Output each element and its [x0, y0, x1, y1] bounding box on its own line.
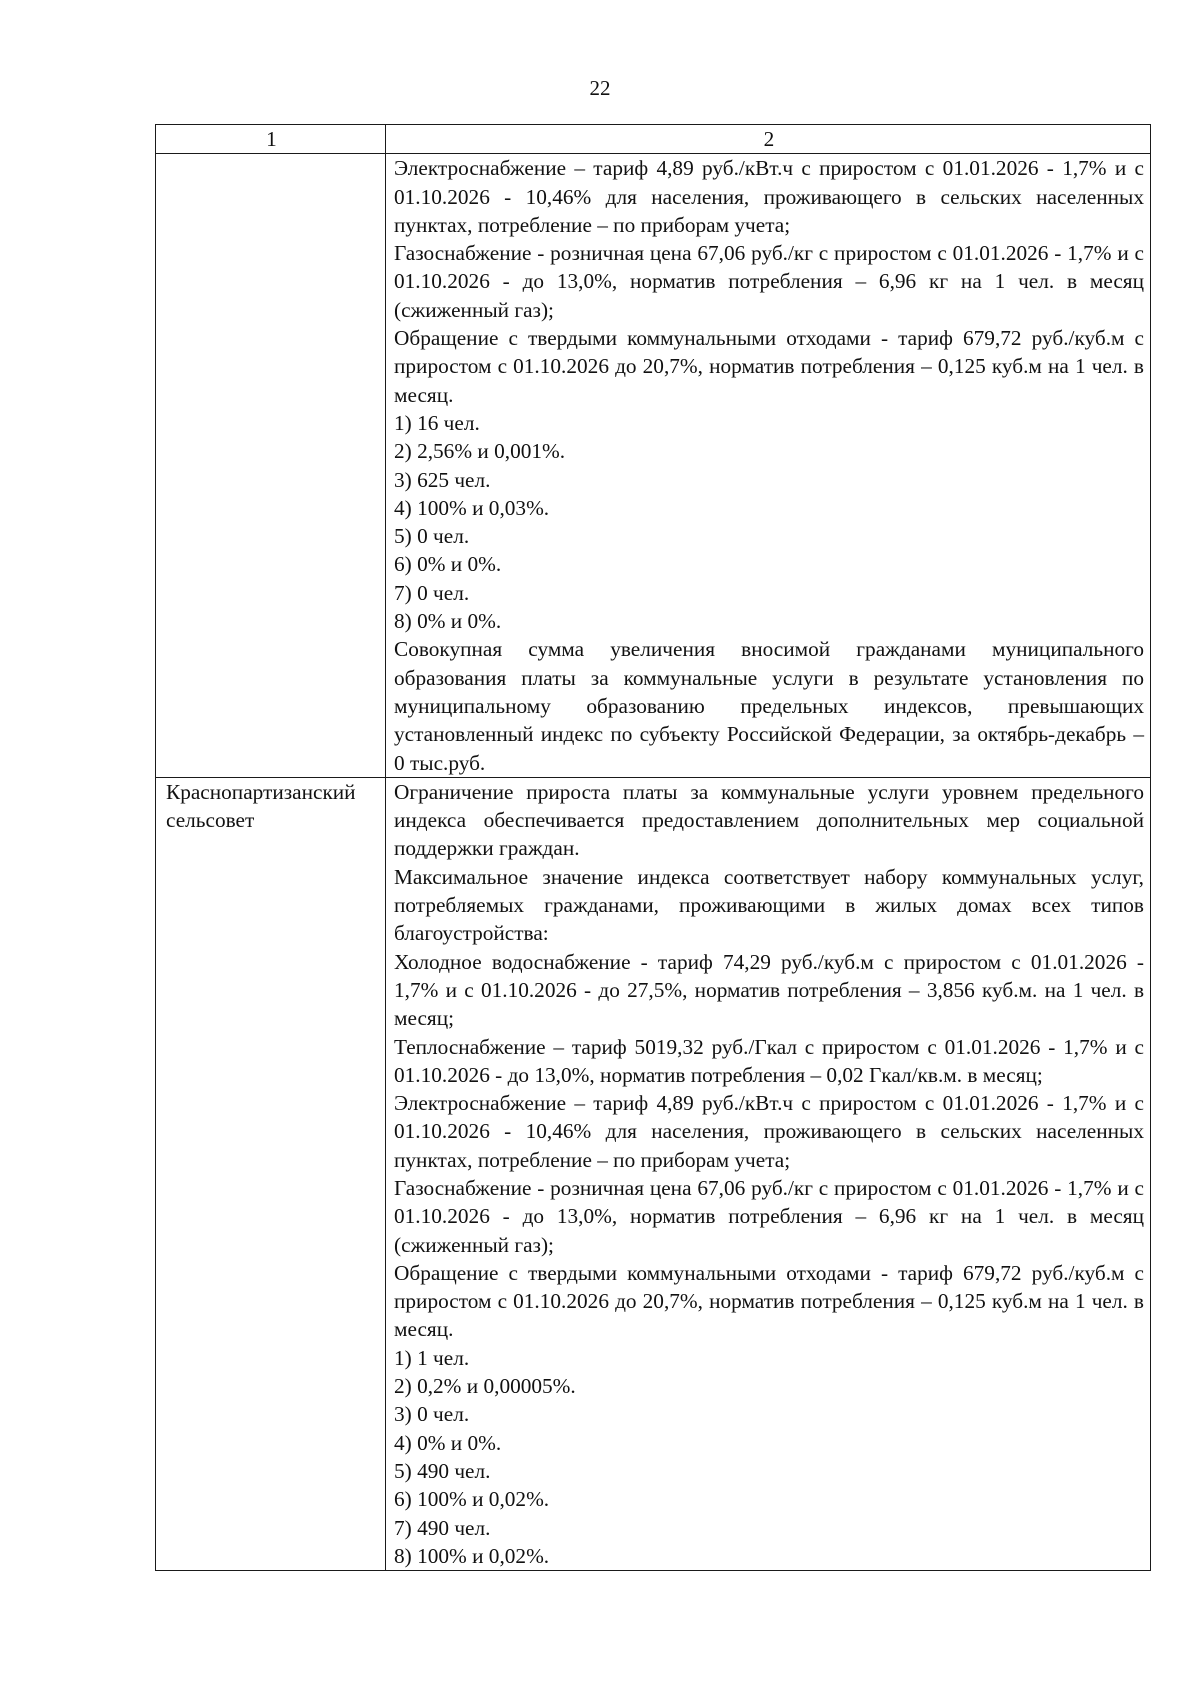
- text-paragraph: Обращение с твердыми коммунальными отходами - тариф 679,72 руб./куб.м с приростом с 01.10.2026 до 20,7%, норматив потребления – 0,125 куб.м на 1 чел. в месяц.: [394, 326, 1144, 407]
- region-cell: [156, 154, 386, 778]
- region-name: Краснопартизанский сельсовет: [166, 779, 356, 833]
- column-header-1: 1: [156, 125, 386, 154]
- list-item: 1) 16 чел.: [394, 410, 480, 435]
- text-paragraph: Газоснабжение - розничная цена 67,06 руб./кг с приростом с 01.01.2026 - 1,7% и с 01.10.2026 - до 13,0%, норматив потребления – 6,96 кг на 1 чел. в месяц (сжиженный газ);: [394, 1175, 1144, 1257]
- list-item: 6) 100% и 0,02%.: [394, 1487, 550, 1512]
- list-item: 1) 1 чел.: [394, 1345, 470, 1370]
- text-paragraph: Газоснабжение - розничная цена 67,06 руб./кг с приростом с 01.01.2026 - 1,7% и с 01.10.2026 - до 13,0%, норматив потребления – 6,96 кг на 1 чел. в месяц (сжиженный газ);: [394, 241, 1144, 322]
- list-item: 4) 0% и 0%.: [394, 1430, 502, 1455]
- list-item: 3) 625 чел.: [394, 467, 491, 492]
- text-paragraph: Максимальное значение индекса соответствует набору коммунальных услуг, потребляемых гражданами, проживающими в жилых домах всех типов благоустройства:: [394, 864, 1144, 946]
- text-paragraph: Ограничение прироста платы за коммунальные услуги уровнем предельного индекса обеспечивается предоставлением дополнительных мер социальной поддержки граждан.: [394, 779, 1144, 861]
- list-item: 4) 100% и 0,03%.: [394, 495, 550, 520]
- table-row: [156, 154, 1151, 778]
- data-table: [155, 124, 1151, 1571]
- description-cell: [386, 154, 1151, 778]
- list-item: 7) 0 чел.: [394, 580, 470, 605]
- region-cell: [156, 777, 386, 1570]
- text-paragraph: Электроснабжение – тариф 4,89 руб./кВт.ч с приростом с 01.01.2026 - 1,7% и с 01.10.2026 - 10,46% для населения, проживающего в сельских населенных пунктах, потребление – по приборам учета;: [394, 1091, 1144, 1172]
- list-item: 2) 2,56% и 0,001%.: [394, 439, 566, 464]
- column-header-2: 2: [386, 125, 1151, 154]
- table-body: [156, 154, 1151, 1571]
- text-paragraph: Совокупная сумма увеличения вносимой гражданами муниципального образования платы за коммунальные услуги в результате установления по муниципальному образованию предельных индексов, превышающих установленный индекс по субъекту Российской Федерации, за октябрь-декабрь – 0 тыс.руб.: [394, 637, 1144, 775]
- list-item: 3) 0 чел.: [394, 1402, 470, 1427]
- description-cell: [386, 777, 1151, 1570]
- table-header-row: [156, 125, 1151, 154]
- list-item: 7) 490 чел.: [394, 1515, 491, 1540]
- text-paragraph: Электроснабжение – тариф 4,89 руб./кВт.ч с приростом с 01.01.2026 - 1,7% и с 01.10.2026 - 10,46% для населения, проживающего в сельских населенных пунктах, потребление – по приборам учета;: [394, 156, 1144, 237]
- list-item: 5) 490 чел.: [394, 1458, 491, 1483]
- table-row: [156, 777, 1151, 1570]
- text-paragraph: Теплоснабжение – тариф 5019,32 руб./Гкал с приростом с 01.01.2026 - 1,7% и с 01.10.2026 - до 13,0%, норматив потребления – 0,02 Гкал/кв.м. в месяц;: [394, 1034, 1144, 1087]
- list-item: 2) 0,2% и 0,00005%.: [394, 1374, 576, 1399]
- list-item: 8) 100% и 0,02%.: [394, 1543, 550, 1568]
- list-item: 5) 0 чел.: [394, 524, 470, 549]
- list-item: 6) 0% и 0%.: [394, 552, 502, 577]
- text-paragraph: Обращение с твердыми коммунальными отходами - тариф 679,72 руб./куб.м с приростом с 01.10.2026 до 20,7%, норматив потребления – 0,125 куб.м на 1 чел. в месяц.: [394, 1260, 1144, 1342]
- page-number: 22: [589, 76, 611, 100]
- text-paragraph: Холодное водоснабжение - тариф 74,29 руб./куб.м с приростом с 01.01.2026 - 1,7% и с 01.10.2026 - до 27,5%, норматив потребления – 3,856 куб.м. на 1 чел. в месяц;: [394, 949, 1144, 1031]
- list-item: 8) 0% и 0%.: [394, 609, 502, 634]
